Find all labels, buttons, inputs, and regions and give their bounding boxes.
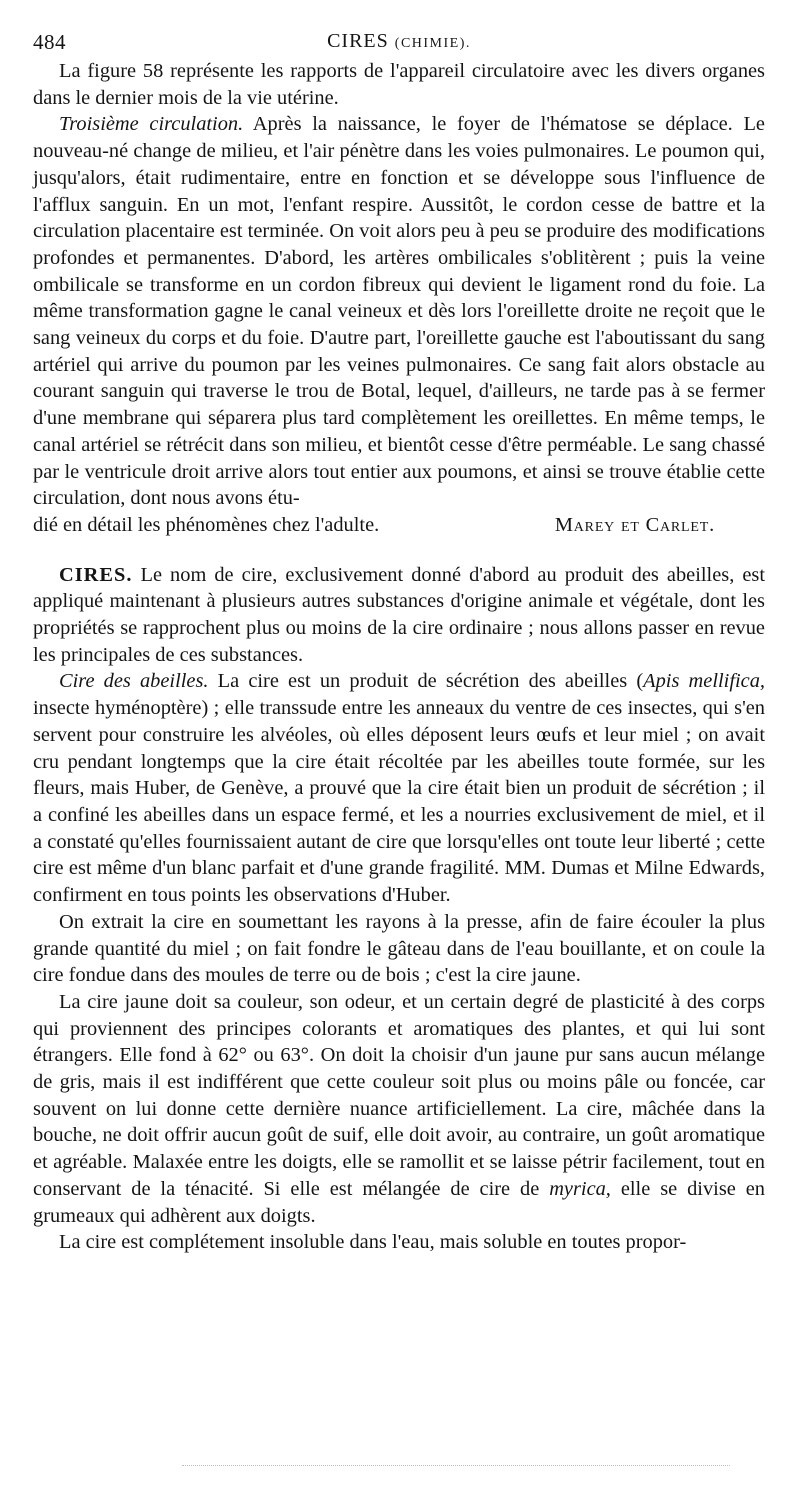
page-number: 484 xyxy=(33,30,66,54)
myrica-term: myrica, xyxy=(549,1177,611,1200)
header-title xyxy=(33,30,765,53)
yellow-wax-text-b: elle se divise en grumeaux qui adhèrent aux doigts. xyxy=(33,1177,765,1227)
paragraph-cires-intro xyxy=(33,562,765,669)
author-signature: Marey et Carlet. xyxy=(554,513,715,536)
section-title-bee-wax: Cire des abeilles. xyxy=(59,670,209,693)
third-circulation-last-line: dié en détail les phénomènes chez l'adulte. xyxy=(33,513,380,536)
header-title-subtitle: (CHIMIE). xyxy=(394,36,471,51)
bee-wax-text-a: La cire est un produit de sécrétion des abeilles ( xyxy=(208,670,644,693)
header-title-main: CIRES xyxy=(327,30,389,52)
paragraph-solubility: La cire est complétement insoluble dans l'eau, mais soluble en toutes propor- xyxy=(59,1231,687,1254)
entry-separator xyxy=(33,539,765,562)
cires-intro-text: Le nom de cire, exclusivement donné d'abord au produit des abeilles, est appliqué maintenant à plusieurs autres substances d'origine animale et végétale, dont les propriétés se rapprochent plus ou moins de la cire ordinaire ; nous allons passer en revue les principales de ces substances. xyxy=(33,563,765,666)
paragraph-bee-wax xyxy=(33,668,765,908)
entry-headword: CIRES. xyxy=(59,563,133,586)
species-name: Apis mellifica, xyxy=(643,670,766,693)
third-circulation-body: Après la naissance, le foyer de l'hématose se déplace. Le nouveau-né change de milieu, et l'air pénètre dans les voies pulmonaires. Le poumon qui, jusqu'alors, était rudimentaire, entre en fonction et se développe sous l'influence de l'afflux sanguin. En un mot, l'enfant respire. Aussitôt, le cordon cesse de battre et la circulation placentaire est terminée. On voit alors peu à peu se produire des modifications profondes et permanentes. D'abord, les artères ombilicales s'oblitèrent ; puis la veine ombilicale se transforme en un cordon fibreux qui devient le ligament rond du foie. La même transformation gagne le canal veineux et dès lors l'oreillette droite ne reçoit que le sang veineux du corps et du foie. D'autre part, l'oreillette gauche est l'aboutissant du sang artériel qui arrive du poumon par les veines pulmonaires. Ce sang fait alors obstacle au courant sanguin qui traverse le trou de Botal, lequel, d'ailleurs, ne tarde pas à se fermer d'une membrane qui séparera plus tard complètement les oreillettes. En même temps, le canal artériel se rétrécit dans son milieu, et bientôt cesse d'être perméable. Le sang chassé par le ventricule droit arrive alors tout entier aux poumons, et ainsi se trouve établie cette circulation, dont nous avons étu- xyxy=(33,113,765,510)
paragraph-third-circulation xyxy=(33,111,765,512)
section-title-third-circulation: Troisième circulation. xyxy=(59,113,244,136)
footer-bleed-through-line xyxy=(182,1465,730,1466)
paragraph-extraction: On extrait la cire en soumettant les rayons à la presse, afin de faire écouler la plus grande quantité du miel ; on fait fondre le gâteau dans de l'eau bouillante, et on coule la cire fondue dans des moules de terre ou de bois ; c'est la cire jaune. xyxy=(33,910,765,987)
paragraph-figure-reference: La figure 58 représente les rapports de l'appareil circulatoire avec les divers organes dans le dernier mois de la vie utérine. xyxy=(33,60,765,109)
paragraph-signature-line xyxy=(33,512,765,539)
body-text xyxy=(33,58,765,1256)
paragraph-yellow-wax xyxy=(33,989,765,1229)
document-page xyxy=(33,24,765,1256)
yellow-wax-text-a: La cire jaune doit sa couleur, son odeur, et un certain degré de plasticité à des corps qui proviennent des principes colorants et aromatiques des plantes, et qui lui sont étrangers. Elle fond à 62° ou 63°. On doit la choisir d'un jaune pur sans aucun mélange de gris, mais il est indifférent que cette couleur soit plus ou moins pâle ou foncée, car souvent on lui donne cette dernière nuance artificiellement. La cire, mâchée dans la bouche, ne doit offrir aucun goût de suif, elle doit avoir, au contraire, un goût aromatique et agréable. Malaxée entre les doigts, elle se ramollit et se laisse pétrir facilement, tout en conservant de la ténacité. Si elle est mélangée de cire de xyxy=(33,990,765,1200)
bee-wax-text-b: insecte hyménoptère) ; elle transsude entre les anneaux du ventre de ces insectes, qui s'en servent pour construire les alvéoles, où elles déposent leurs œufs et leur miel ; on avait cru pendant longtemps que la cire était récoltée par les abeilles toute formée, sur les fleurs, mais Huber, de Genève, a prouvé que la cire était bien un produit de sécrétion ; il a confiné les abeilles dans un espace fermé, et les a nourries exclusivement de miel, et il a constaté qu'elles fournissaient autant de cire que lorsqu'elles ont toute leur liberté ; cette cire est même d'un blanc parfait et d'une grande fragilité. MM. Dumas et Milne Edwards, confirment en tous points les observations d'Huber. xyxy=(33,697,765,907)
running-header xyxy=(33,24,765,58)
